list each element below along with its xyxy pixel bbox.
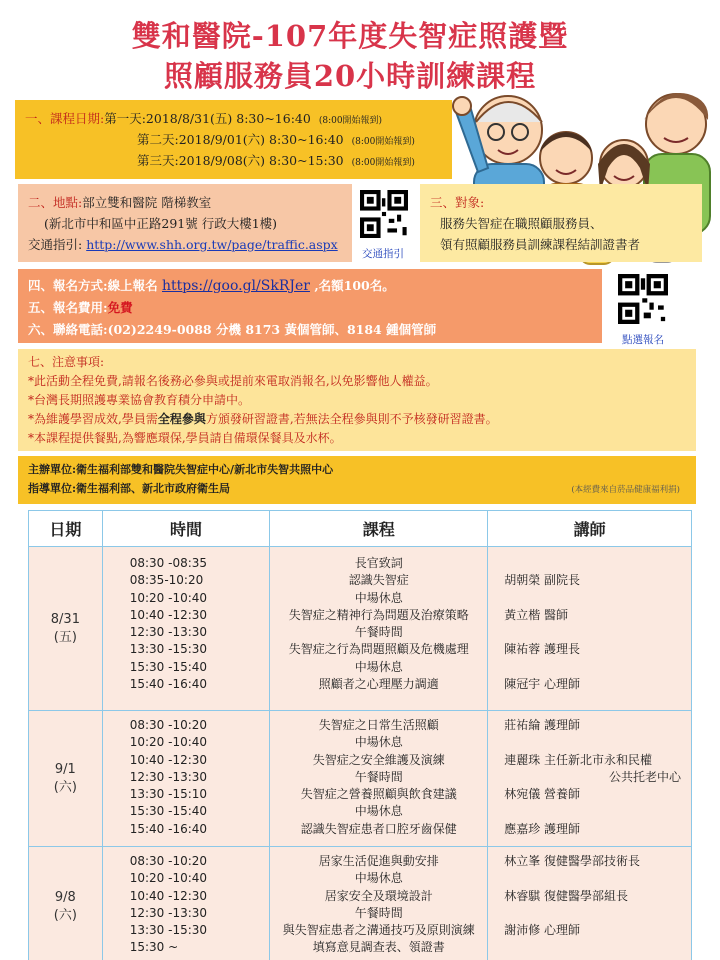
schedule-time: 10:40 -12:30 <box>129 888 208 903</box>
location-box <box>18 184 352 262</box>
schedule-time: 13:30 -15:30 <box>129 642 208 657</box>
schedule-teacher <box>488 939 691 956</box>
date-row-3 <box>25 150 442 171</box>
note-item: *本課程提供餐點,為響應環保,學員請自備環保餐具及水杯。 <box>28 431 342 445</box>
schedule-teacher: 應嘉珍 護理師 <box>504 821 581 836</box>
schedule-teacher-cell <box>488 547 692 711</box>
schedule-weekday: (六) <box>53 779 77 795</box>
schedule-course: 認識失智症患者口腔牙齒保健 <box>300 821 457 836</box>
schedule-teacher: 胡朝榮 副院長 <box>504 573 581 588</box>
registration-link[interactable]: https://goo.gl/SkRJer <box>162 278 310 294</box>
schedule-date-cell <box>29 547 103 711</box>
schedule-time-cell <box>102 547 270 711</box>
schedule-date: 9/8 <box>54 889 76 905</box>
registration-method-label: 四、報名方式: <box>28 278 108 293</box>
schedule-course-cell <box>270 847 488 960</box>
audience-label: 三、對象: <box>430 195 485 210</box>
schedule-time: 08:35-10:20 <box>129 573 204 588</box>
schedule-teacher <box>488 659 691 676</box>
registration-quota: ,名額100名。 <box>314 278 395 293</box>
location-address: (新北市中和區中正路291號 行政大樓1樓) <box>44 216 278 231</box>
registration-box <box>18 269 602 343</box>
schedule-time: 10:40 -12:30 <box>129 607 208 622</box>
schedule-course: 失智症之安全維護及演練 <box>312 752 445 767</box>
schedule-teacher: 連麗珠 主任新北市永和民權 <box>504 752 653 767</box>
traffic-link[interactable]: http://www.shh.org.tw/page/traffic.aspx <box>86 237 338 252</box>
schedule-course: 中場休息 <box>354 804 403 819</box>
schedule-time: 15:30 -15:40 <box>129 804 208 819</box>
schedule-time-cell <box>102 711 270 847</box>
schedule-time: 15:30 ~ <box>129 940 179 955</box>
audience-box <box>420 184 702 262</box>
schedule-teacher-cell <box>488 847 692 960</box>
fee-label: 五、報名費用: <box>28 300 108 315</box>
date-row-2 <box>25 129 442 150</box>
traffic-qr-label: 交通指引 <box>362 248 404 260</box>
funding-note: (本經費來自菸品健康福利捐) <box>571 485 680 495</box>
schedule-time: 10:40 -12:30 <box>129 752 208 767</box>
registration-method: 線上報名 <box>107 278 158 293</box>
date-text: 第三天:2018/9/08(六) 8:30~15:30 <box>137 153 344 168</box>
schedule-teacher: 林宛儀 營養師 <box>504 787 581 802</box>
schedule-teacher: 謝沛修 心理師 <box>504 923 581 938</box>
schedule-teacher: 黃立楷 醫師 <box>504 607 569 622</box>
schedule-table <box>28 510 692 960</box>
schedule-teacher: 莊祐綸 護理師 <box>504 718 581 732</box>
schedule-course: 午餐時間 <box>354 905 403 920</box>
schedule-date: 9/1 <box>54 761 76 777</box>
schedule-course: 中場休息 <box>354 659 403 674</box>
schedule-time: 10:20 -10:40 <box>129 735 208 750</box>
course-dates-box <box>15 100 452 179</box>
dates-label: 一、課程日期: <box>25 111 105 126</box>
schedule-date-cell <box>29 711 103 847</box>
schedule-teacher-cell <box>488 711 692 847</box>
fee-value: 免費 <box>107 300 133 315</box>
header-course: 課程 <box>270 511 488 547</box>
schedule-course: 居家生活促進與動安排 <box>318 854 439 868</box>
schedule-course: 照顧者之心理壓力調適 <box>318 677 439 692</box>
page-title-line2: 照顧服務員20小時訓練課程 <box>163 59 537 93</box>
schedule-time: 08:30 -08:35 <box>129 556 208 570</box>
audience-line1: 服務失智症在職照顧服務員、 <box>440 216 603 231</box>
schedule-teacher <box>488 803 691 820</box>
schedule-time: 12:30 -13:30 <box>129 625 208 640</box>
schedule-date-cell <box>29 847 103 960</box>
header-date: 日期 <box>29 511 103 547</box>
schedule-teacher <box>488 870 691 887</box>
guide-organizer: 指導單位:衛生福利部、新北市政府衛生局 <box>28 482 231 495</box>
page-title-line1: 雙和醫院-107年度失智症照護暨 <box>131 19 569 53</box>
schedule-teacher: 林睿騏 復健醫學部組長 <box>504 888 629 903</box>
schedule-time-cell <box>102 847 270 960</box>
schedule-weekday: (五) <box>53 629 77 645</box>
schedule-teacher <box>488 734 691 751</box>
checkin-note: (8:00開始報到) <box>351 137 415 147</box>
schedule-time: 15:30 -15:40 <box>129 659 208 674</box>
schedule-weekday: (六) <box>53 907 77 923</box>
schedule-course: 午餐時間 <box>354 769 403 784</box>
date-row-1 <box>25 108 442 129</box>
schedule-time: 15:40 -16:40 <box>129 677 208 692</box>
schedule-day-row <box>29 847 692 960</box>
header-time: 時間 <box>102 511 270 547</box>
notes-label: 七、注意事項: <box>28 355 105 369</box>
schedule-teacher: 林立峯 復健醫學部技術長 <box>504 854 641 868</box>
header-teacher: 講師 <box>488 511 692 547</box>
note-item: *為維護學習成效,學員需全程參與方頒發研習證書,若無法全程參與則不予核發研習證書。 <box>28 412 498 426</box>
date-text: 第二天:2018/9/01(六) 8:30~16:40 <box>137 132 344 147</box>
schedule-course: 與失智症患者之溝通技巧及原則演練 <box>282 923 475 938</box>
traffic-label: 交通指引: <box>28 237 83 252</box>
schedule-course: 中場休息 <box>354 590 403 605</box>
schedule-header-row <box>29 511 692 547</box>
notes-box <box>18 349 696 451</box>
schedule-teacher: 陳祐蓉 護理長 <box>504 642 581 657</box>
phone-value: (02)2249-0088 分機 8173 黃個管師、8184 鍾個管師 <box>107 322 437 337</box>
audience-line2: 領有照顧服務員訓練課程結訓證書者 <box>440 237 641 252</box>
note-item: *此活動全程免費,請報名後務必參與或提前來電取消報名,以免影響他人權益。 <box>28 374 438 388</box>
location-place: 部立雙和醫院 階梯教室 <box>82 195 212 210</box>
date-text: 第一天:2018/8/31(五) 8:30~16:40 <box>104 111 311 126</box>
schedule-teacher <box>488 905 691 922</box>
traffic-qr-code-icon[interactable] <box>360 190 408 238</box>
schedule-teacher <box>488 590 691 607</box>
schedule-course: 失智症之行為問題照顧及危機處理 <box>288 642 469 657</box>
note-item: *台灣長期照護專業協會教育積分申請中。 <box>28 393 251 407</box>
schedule-course: 中場休息 <box>354 735 403 750</box>
schedule-time: 12:30 -13:30 <box>129 769 208 784</box>
schedule-date: 8/31 <box>50 611 80 627</box>
schedule-course: 長官致詞 <box>354 556 403 570</box>
schedule-course: 認識失智症 <box>348 573 409 588</box>
schedule-time: 10:20 -10:40 <box>129 871 208 886</box>
schedule-course: 居家安全及環境設計 <box>324 888 433 903</box>
schedule-teacher <box>488 555 691 572</box>
organizers-box <box>18 456 696 504</box>
schedule-time: 10:20 -10:40 <box>129 590 208 605</box>
schedule-teacher: 公共托老中心 <box>608 769 681 784</box>
schedule-course: 失智症之精神行為問題及治療策略 <box>288 607 469 622</box>
schedule-day-row <box>29 547 692 711</box>
host-organizer: 主辦單位:衛生福利部雙和醫院失智症中心/新北市失智共照中心 <box>28 463 334 476</box>
schedule-course-cell <box>270 711 488 847</box>
checkin-note: (8:00開始報到) <box>351 158 415 168</box>
schedule-time: 12:30 -13:30 <box>129 905 208 920</box>
checkin-note: (8:00開始報到) <box>318 116 383 126</box>
registration-qr-label: 點選報名 <box>622 334 664 346</box>
schedule-course: 失智症之日常生活照顧 <box>318 718 439 732</box>
schedule-time: 13:30 -15:10 <box>129 787 208 802</box>
location-label: 二、地點: <box>28 195 83 210</box>
schedule-teacher: 陳冠宇 心理師 <box>504 677 581 692</box>
schedule-day-row <box>29 711 692 847</box>
schedule-course: 填寫意見調查表、領證書 <box>312 940 445 955</box>
schedule-teacher <box>488 624 691 641</box>
schedule-course: 中場休息 <box>354 871 403 886</box>
schedule-course-cell <box>270 547 488 711</box>
schedule-time: 13:30 -15:30 <box>129 923 208 938</box>
schedule-time: 08:30 -10:20 <box>129 718 208 732</box>
schedule-time: 15:40 -16:40 <box>129 821 208 836</box>
schedule-course: 失智症之營養照顧與飲食建議 <box>300 787 457 802</box>
phone-label: 六、聯絡電話: <box>28 322 108 337</box>
schedule-course: 午餐時間 <box>354 625 403 640</box>
registration-qr-code-icon[interactable] <box>618 274 668 324</box>
schedule-time: 08:30 -10:20 <box>129 854 208 868</box>
